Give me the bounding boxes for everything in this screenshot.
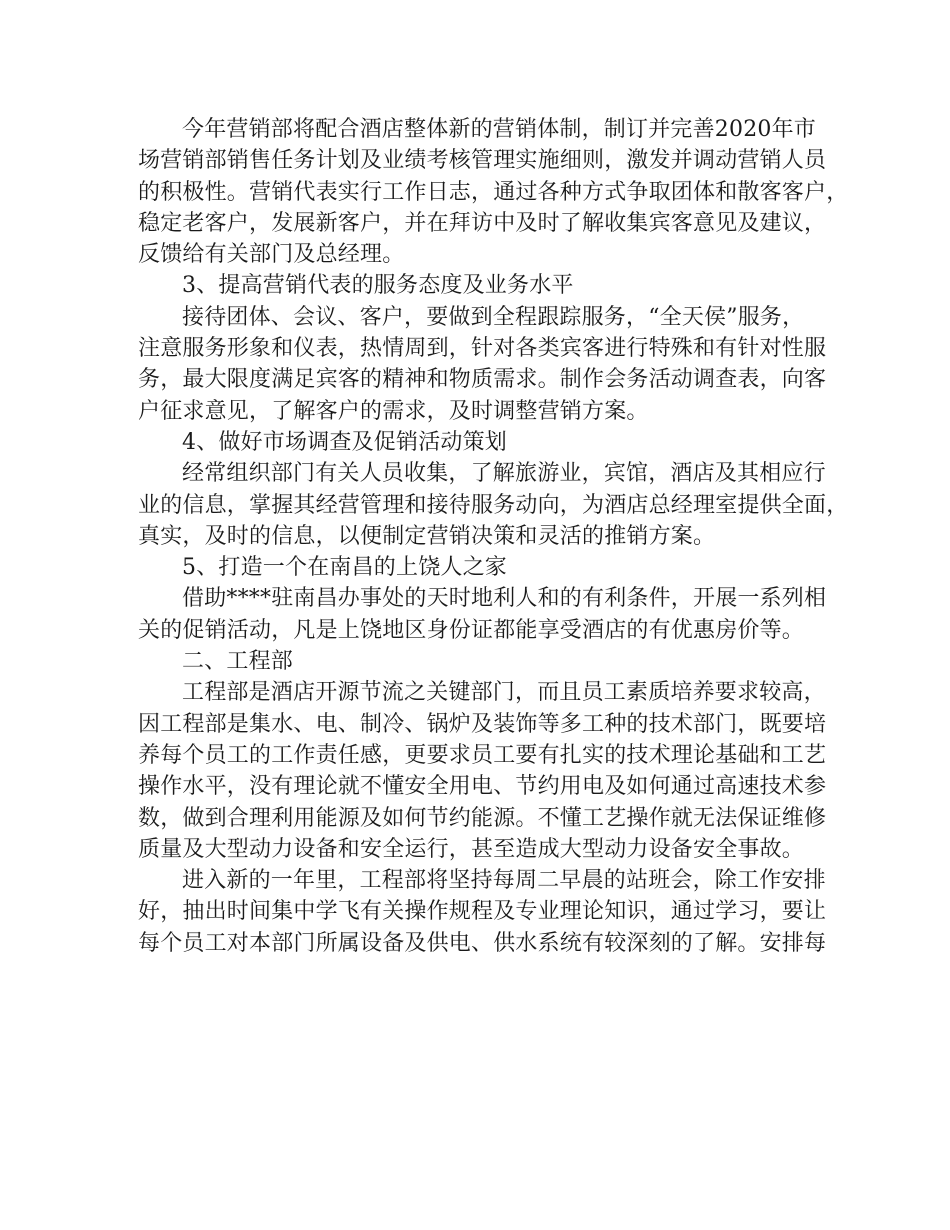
- paragraph-first-line: 借助****驻南昌办事处的天时地利人和的有利条件，开展一系列相: [182, 586, 827, 612]
- text-line: 场营销部销售任务计划及业绩考核管理实施细则，激发并调动营销人员: [138, 148, 827, 174]
- text-line: 户征求意见，了解客户的需求，及时调整营销方案。: [138, 398, 649, 424]
- text-line: 真实，及时的信息，以便制定营销决策和灵活的推销方案。: [138, 523, 716, 549]
- text-line: 稳定老客户，发展新客户，并在拜访中及时了解收集宾客意见及建议，: [138, 210, 827, 236]
- document-body: [138, 114, 849, 959]
- text-line: 每个员工对本部门所属设备及供电、供水系统有较深刻的了解。安排每: [138, 930, 827, 956]
- paragraph-first-line: 5、打造一个在南昌的上饶人之家: [182, 555, 507, 581]
- text-line: 操作水平，没有理论就不懂安全用电、节约用电及如何通过高速技术参: [138, 774, 827, 800]
- text-line: 好，抽出时间集中学飞有关操作规程及专业理论知识，通过学习，要让: [138, 899, 827, 925]
- paragraph-first-line: 经常组织部门有关人员收集，了解旅游业，宾馆，酒店及其相应行: [182, 461, 826, 487]
- text-line: 质量及大型动力设备和安全运行，甚至造成大型动力设备安全事故。: [138, 836, 805, 862]
- text-line: 务，最大限度满足宾客的精神和物质需求。制作会务活动调查表，向客: [138, 367, 827, 393]
- text-line: 关的促销活动，凡是上饶地区身份证都能享受酒店的有优惠房价等。: [138, 617, 805, 643]
- paragraph-first-line: 二、工程部: [182, 649, 294, 675]
- text-line: 养每个员工的工作责任感，更要求员工要有扎实的技术理论基础和工艺: [138, 742, 827, 768]
- text-line: 数，做到合理利用能源及如何节约能源。不懂工艺操作就无法保证维修: [138, 805, 827, 831]
- text-line: 反馈给有关部门及总经理。: [138, 242, 405, 268]
- paragraph-first-line: 工程部是酒店开源节流之关键部门，而且员工素质培养要求较高，: [182, 680, 826, 706]
- text-line: 注意服务形象和仪表，热情周到，针对各类宾客进行特殊和有针对性服: [138, 336, 827, 362]
- paragraph-first-line: 4、做好市场调查及促销活动策划: [182, 429, 507, 455]
- paragraph-first-line: 3、提高营销代表的服务态度及业务水平: [182, 273, 574, 299]
- text-line: 因工程部是集水、电、制冷、锅炉及装饰等多工种的技术部门，既要培: [138, 711, 827, 737]
- paragraph-first-line: 今年营销部将配合酒店整体新的营销体制，制订并完善2020年市: [182, 117, 816, 142]
- paragraph-first-line: 进入新的一年里，工程部将坚持每周二早晨的站班会，除工作安排: [182, 868, 826, 894]
- text-line: 的积极性。营销代表实行工作日志，通过各种方式争取团体和散客客户，: [138, 179, 849, 205]
- paragraph-first-line: 接待团体、会议、客户，要做到全程跟踪服务，“全天侯”服务，: [182, 304, 805, 330]
- text-line: 业的信息，掌握其经营管理和接待服务动向，为酒店总经理室提供全面，: [138, 492, 849, 518]
